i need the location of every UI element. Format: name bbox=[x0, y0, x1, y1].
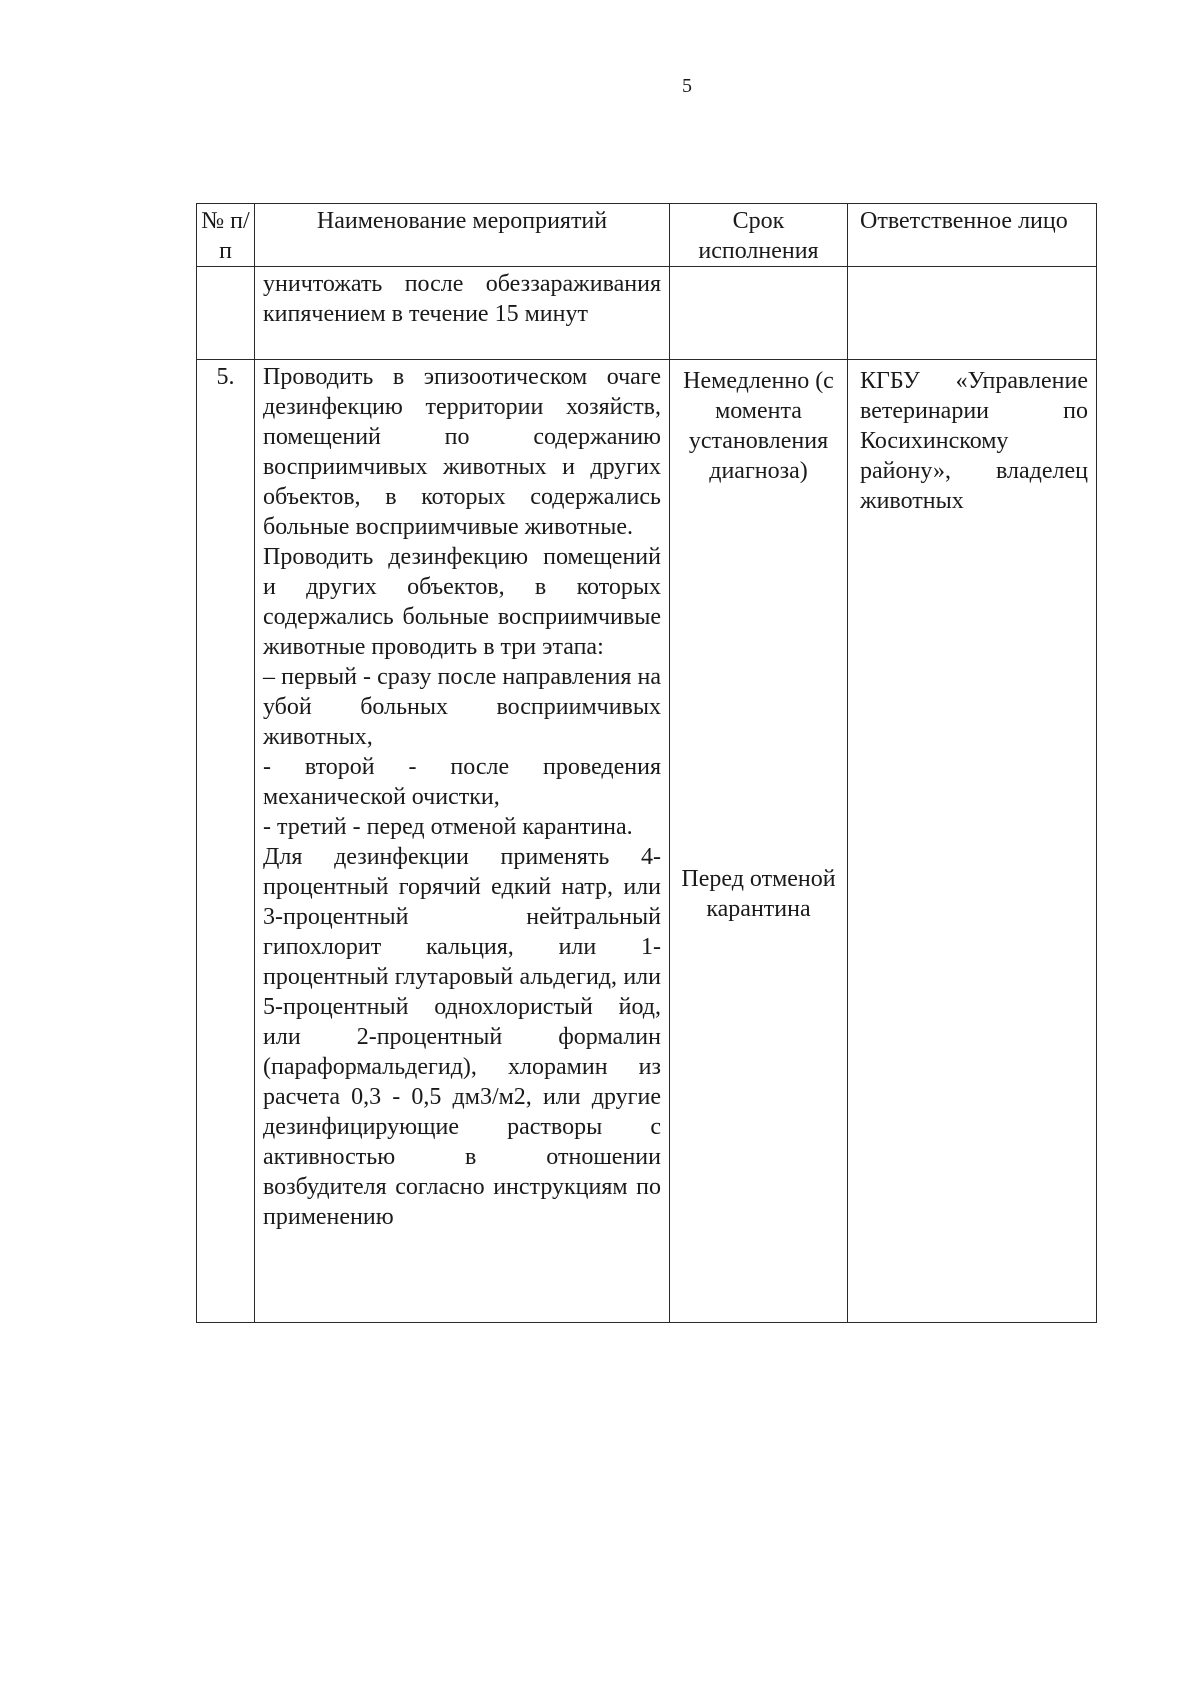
table-row-continuation bbox=[197, 267, 1097, 360]
header-measures-name: Наименование мероприятий bbox=[255, 204, 670, 267]
deadline-spacer bbox=[676, 486, 841, 864]
measure-paragraph: Для дезинфекции применять 4-процентный горячий едкий натр, или 3-процентный нейтральный гипохлорит кальция, или 1-процентный глутаровый альдегид, или 5-процентный однохлористый йод, или 2-процентный формалин (параформальдегид), хлорамин из расчета 0,3 - 0,5 дм3/м2, или другие дезинфицирующие растворы с активностью в отношении возбудителя согласно инструкциям по применению bbox=[263, 844, 661, 1230]
deadline-before-quarantine-lift: Перед отменой карантина bbox=[681, 866, 836, 922]
cell-measure-text bbox=[255, 360, 670, 1323]
cell-responsible bbox=[848, 267, 1097, 360]
measure-paragraph: - второй - после проведения механической очистки, bbox=[263, 754, 661, 810]
cell-responsible: КГБУ «Управление ветеринарии по Косихинскому району», владелец животных bbox=[848, 360, 1097, 1323]
cell-number: 5. bbox=[197, 360, 255, 1323]
header-number: № п/п bbox=[197, 204, 255, 267]
measure-paragraph: Проводить дезинфекцию помещений и других объектов, в которых содержались больные восприимчивые животные проводить в три этапа: bbox=[263, 544, 661, 660]
cell-number bbox=[197, 267, 255, 360]
page-number: 5 bbox=[682, 75, 692, 97]
cell-deadline bbox=[670, 267, 848, 360]
cell-measure-text: уничтожать после обеззараживания кипячением в течение 15 минут bbox=[255, 267, 670, 360]
table-row-5 bbox=[197, 360, 1097, 1323]
deadline-immediate: Немедленно (с момента установления диагноза) bbox=[683, 368, 834, 484]
measure-paragraph: – первый - сразу после направления на убой больных восприимчивых животных, bbox=[263, 664, 661, 750]
measure-paragraph: Проводить в эпизоотическом очаге дезинфекцию территории хозяйств, помещений по содержанию восприимчивых животных и других объектов, в которых содержались больные восприимчивые животные. bbox=[263, 364, 661, 540]
table-header-row bbox=[197, 204, 1097, 267]
cell-deadline bbox=[670, 360, 848, 1323]
header-deadline: Срок исполнения bbox=[670, 204, 848, 267]
header-responsible: Ответственное лицо bbox=[848, 204, 1097, 267]
measure-paragraph: - третий - перед отменой карантина. bbox=[263, 814, 633, 840]
measures-table bbox=[196, 203, 1097, 1323]
